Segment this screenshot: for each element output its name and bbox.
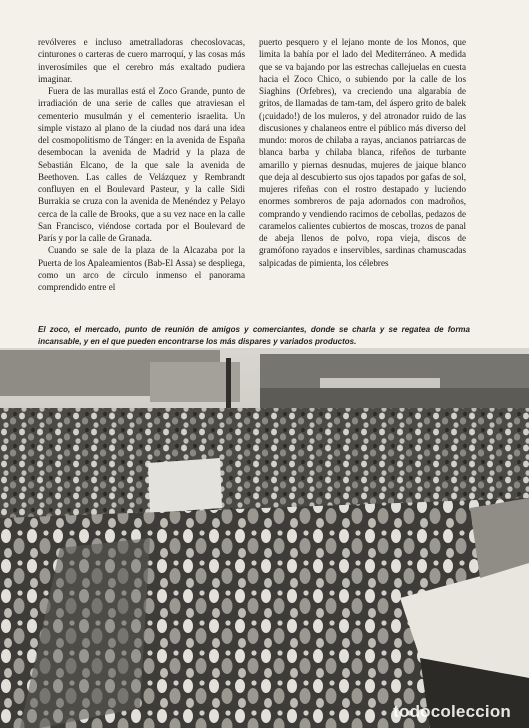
paragraph: revólveres e incluso ametralladoras checoslovacas, cinturones o carteras de cuero marroquí, y las cosas más inverosímiles que el cerebro más exaltado pudiera imaginar. bbox=[38, 37, 245, 84]
photo-caption: El zoco, el mercado, punto de reunión de amigos y comerciantes, donde se charla y se regatea de forma incansable, y en el que pueden encontrarse los más dispares y variados productos. bbox=[38, 325, 470, 346]
paragraph: puerto pesquero y el lejano monte de los Monos, que limita la bahía por el lado del Mediterráneo. A medida que se va bajando por las estrechas callejuelas en cuesta hacia el Zoco Chico, o subiendo por la calle de los Siaghins (Orfebres), va creciendo una algarabía de gritos, de llamadas de tam-tam, del áspero grito de balek (¡cuidado!) de los muleros, y del atronador ruido de las discusiones y chalaneos entre el público más diverso del mundo: moros de chilaba a rayas, ancianos patriarcas de blanca barba y chilaba blanca, rifeños de turbante amarillo y piernas desnudas, mujeres de jaique blanco que deja al descubierto sus ojos tapados por gafas de sol, mujeres rifeñas con el rostro destapado y luciendo enormes sombreros de paja adornados con madroños, comprando y vendiendo racimos de cebollas, pedazos de caramelos calientes cubiertos de moscas, trozos de panal de abeja llenos de polvo, ropa vieja, discos de gramófono rayados e inservibles, sardinas chamuscadas salpicadas de pimienta, los célebres bbox=[259, 37, 466, 268]
article-text bbox=[38, 36, 466, 322]
market-stall bbox=[148, 458, 222, 513]
paragraph: Fuera de las murallas está el Zoco Grande, punto de irradiación de una serie de calles que atraviesan el cementerio musulmán y el cementerio israelita. Un simple vistazo al plano de la ciudad nos dará una idea del cosmopolitismo de Tánger: en la avenida de España desembocan la avenida de Madrid y la plaza de Sebastián Elcano, de la que sale la avenida de Beethoven. Las calles de Velázquez y Rembrandt confluyen en el Boulevard Pasteur, y la calle Sidi Burrakia se cruza con la avenida de Menéndez y Pelayo cerca de la calle de Brooks, que a su vez nace en la calle San Francisco, viéndose cortada por el Boulevard de París y por la calle de Granada. bbox=[38, 86, 245, 243]
paragraph: Cuando se sale de la plaza de la Alcazaba por la Puerta de los Apaleamientos (Bab-El Assa) se despliega, como un arco de círculo inmenso el panorama comprendido entre el bbox=[38, 245, 245, 292]
text-column-left bbox=[38, 36, 245, 322]
text-column-right bbox=[259, 36, 466, 322]
watermark: todocoleccion bbox=[393, 702, 511, 721]
market-crowd-photo bbox=[0, 348, 529, 728]
